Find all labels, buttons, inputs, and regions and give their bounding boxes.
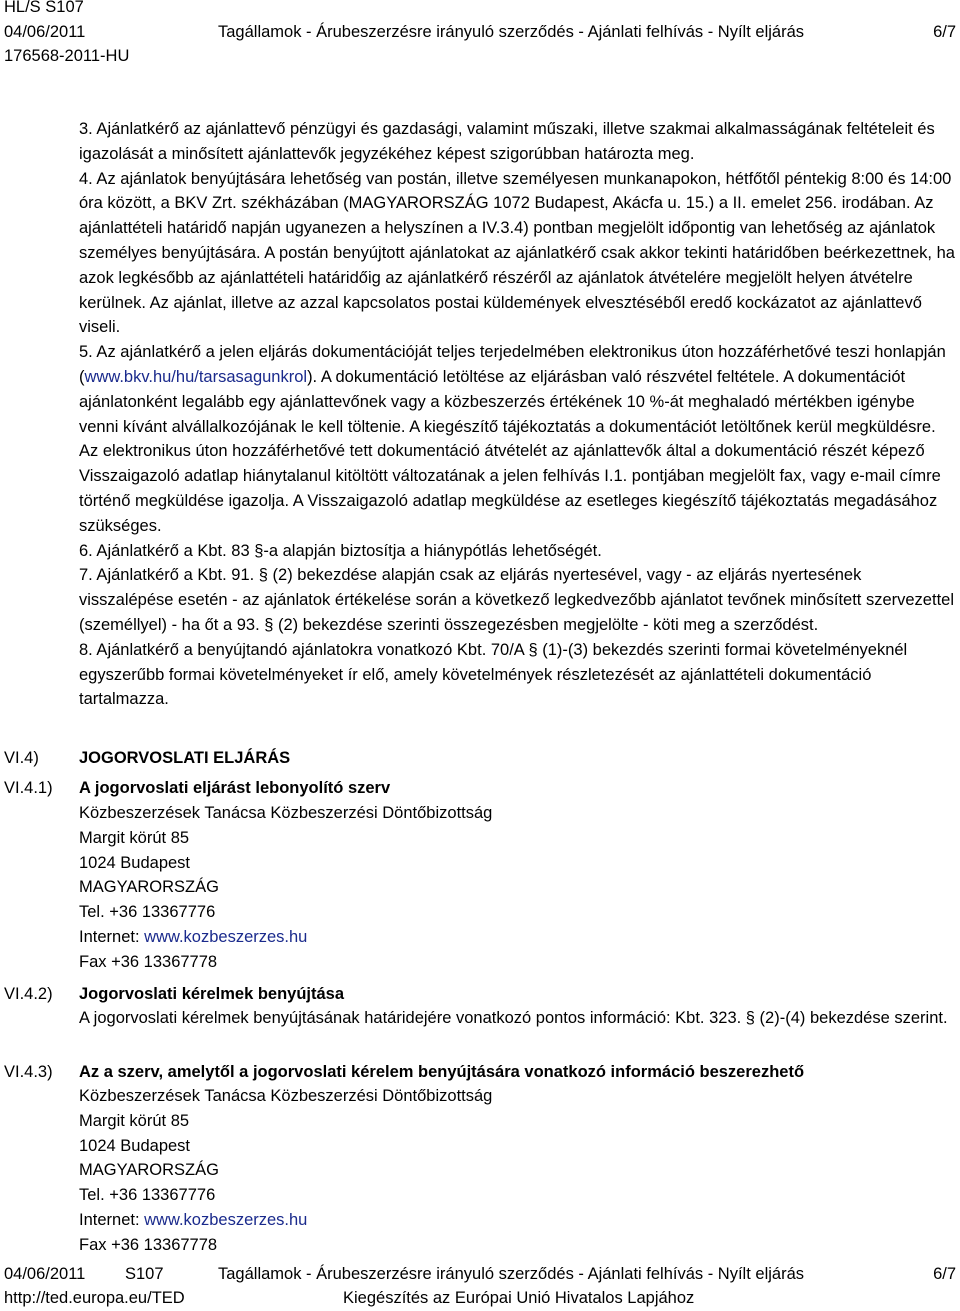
- fax: Fax +36 13367778: [79, 952, 218, 971]
- fax: Fax +36 13367778: [79, 1235, 218, 1254]
- bkv-link[interactable]: www.bkv.hu/hu/tarsasagunkrol: [84, 367, 308, 386]
- paragraph-8: 8. Ajánlatkérő a benyújtandó ajánlatokra vonatkozó Kbt. 70/A § (1)-(3) bekezdés szerinti formai követelményeknél egyszerűbb formai követelményeket ír elő, amely követelmények részletezését az ajánlattételi dokumentáció tartalmazza.: [79, 640, 908, 709]
- street: Margit körút 85: [79, 1111, 190, 1130]
- section-title-vi43: Az a szerv, amelytől a jogorvoslati kérelem benyújtására vonatkozó információ beszerezhető: [79, 1063, 805, 1081]
- header-date: 04/06/2011: [4, 23, 86, 41]
- paragraph-3: 3. Ajánlatkérő az ajánlattevő pénzügyi és gazdasági, valamint műszaki, illetve szakmai alkalmasságának feltételeit és igazolását a minősített ajánlattevők jegyzékéhez képest szigorúbban határozta meg.: [79, 120, 935, 163]
- section-title-vi41: A jogorvoslati eljárást lebonyolító szerv: [79, 779, 391, 797]
- body-text: [79, 117, 955, 712]
- paragraph-6: 6. Ajánlatkérő a Kbt. 83 §-a alapján biztosítja a hiánypótlás lehetőségét.: [79, 541, 602, 560]
- kozbeszerzes-link[interactable]: www.kozbeszerzes.hu: [144, 927, 308, 946]
- kozbeszerzes-link[interactable]: www.kozbeszerzes.hu: [144, 1210, 308, 1229]
- footer-supplement: Kiegészítés az Európai Unió Hivatalos Lapjához: [343, 1289, 695, 1307]
- paragraph-5: 5. Az ajánlatkérő a jelen eljárás dokumentációját teljes terjedelmében elektronikus úton hozzáférhetővé teszi honlapján (www.bkv.hu/hu/tarsasagunkrol). A dokumentáció letöltése az eljárásban való részvétel feltétele. A dokumentációt ajánlatonként legalább egy ajánlattevőnek vagy a közbeszerzés értékének 10 %-át meghaladó mértékben igénybe venni kívánt alvállalkozójának le kell töltenie. A kiegészítő tájékoztatás a dokumentációt letöltőnek kerül megküldésre. Az elektronikus úton hozzáférhetővé tett dokumentáció átvételét az ajánlattevők által a dokumentáció részét képező Visszaigazoló adatlap hiánytalanul kitöltött változatának a jelen felhívás I.1. pontjában megjelölt fax, vagy e-mail címre történő megküldése igazolja. A Visszaigazoló adatlap megküldése az esetleges kiegészítő tájékoztatás megadásához szükséges.: [79, 343, 946, 535]
- phone: Tel. +36 13367776: [79, 903, 216, 922]
- header-ref: 176568-2011-HU: [4, 47, 130, 65]
- city: 1024 Budapest: [79, 853, 191, 872]
- phone: Tel. +36 13367776: [79, 1186, 216, 1205]
- section-number-vi4: VI.4): [4, 749, 39, 767]
- paragraph-4: 4. Az ajánlatok benyújtására lehetőség van postán, illetve személyesen munkanapokon, hétfőtől péntekig 8:00 és 14:00 óra között, a BKV Zrt. székházában (MAGYARORSZÁG 1072 Budapest, Akácfa u. 15.) a II. emelet 256. irodában. Az ajánlattételi határidő napján ugyanezen a helyszínen a IV.3.4) pontban megjelölt időpontig van lehetőség az ajánlatok személyes benyújtására. A postán benyújtott ajánlatokat az ajánlatkérő csak akkor tekinti határidőben beérkezettnek, ha azok legkésőbb az ajánlattételi határidőig az ajánlatkérő részéről az ajánlatok átvételére megjelölt helyen átvételre kerülnek. Az ajánlat, illetve az azzal kapcsolatos postai küldemények elvesztéséből eredő kockázatot az ajánlattevő viseli.: [79, 169, 955, 337]
- section-number-vi43: VI.4.3): [4, 1063, 53, 1081]
- city: 1024 Budapest: [79, 1136, 191, 1155]
- section-number-vi42: VI.4.2): [4, 985, 53, 1003]
- org-name: Közbeszerzések Tanácsa Közbeszerzési Döntőbizottság: [79, 1087, 493, 1105]
- section-title-vi4: JOGORVOSLATI ELJÁRÁS: [79, 749, 291, 767]
- internet-line: Internet: www.kozbeszerzes.hu: [79, 1210, 308, 1229]
- appeal-deadline-text: A jogorvoslati kérelmek benyújtásának határidejére vonatkozó pontos információ: Kbt. 323. § (2)-(4) bekezdése szerint.: [79, 1009, 948, 1027]
- section-title-vi42: Jogorvoslati kérelmek benyújtása: [79, 985, 345, 1003]
- footer-page-number: 6/7: [933, 1265, 956, 1283]
- doc-id: HL/S S107: [4, 0, 84, 16]
- footer-url[interactable]: http://ted.europa.eu/TED: [4, 1289, 185, 1307]
- org-name: Közbeszerzések Tanácsa Közbeszerzési Döntőbizottság: [79, 804, 493, 822]
- header-page-number: 6/7: [933, 23, 956, 41]
- address-block-vi41: [79, 801, 955, 975]
- internet-line: Internet: www.kozbeszerzes.hu: [79, 927, 308, 946]
- address-block-vi43: [79, 1084, 955, 1258]
- street: Margit körút 85: [79, 828, 190, 847]
- footer-date: 04/06/2011: [4, 1265, 86, 1283]
- country: MAGYARORSZÁG: [79, 878, 219, 897]
- country: MAGYARORSZÁG: [79, 1161, 219, 1180]
- footer-code: S107: [125, 1265, 164, 1283]
- text-block-vi42: [79, 1006, 955, 1031]
- paragraph-7: 7. Ajánlatkérő a Kbt. 91. § (2) bekezdése alapján csak az eljárás nyertesével, vagy - az eljárás nyertesének visszalépése esetén - az ajánlatok értékelése során a következő legkedvezőbb ajánlatot tevőnek minősített szervezettel (személlyel) - ha őt a 93. § (2) bekezdése szerinti összegezésben megjelölte - köti meg a szerződést.: [79, 566, 954, 634]
- section-number-vi41: VI.4.1): [4, 779, 53, 797]
- footer-title: Tagállamok - Árubeszerzésre irányuló szerződés - Ajánlati felhívás - Nyílt eljárás: [218, 1265, 804, 1283]
- header-title: Tagállamok - Árubeszerzésre irányuló szerződés - Ajánlati felhívás - Nyílt eljárás: [218, 23, 804, 41]
